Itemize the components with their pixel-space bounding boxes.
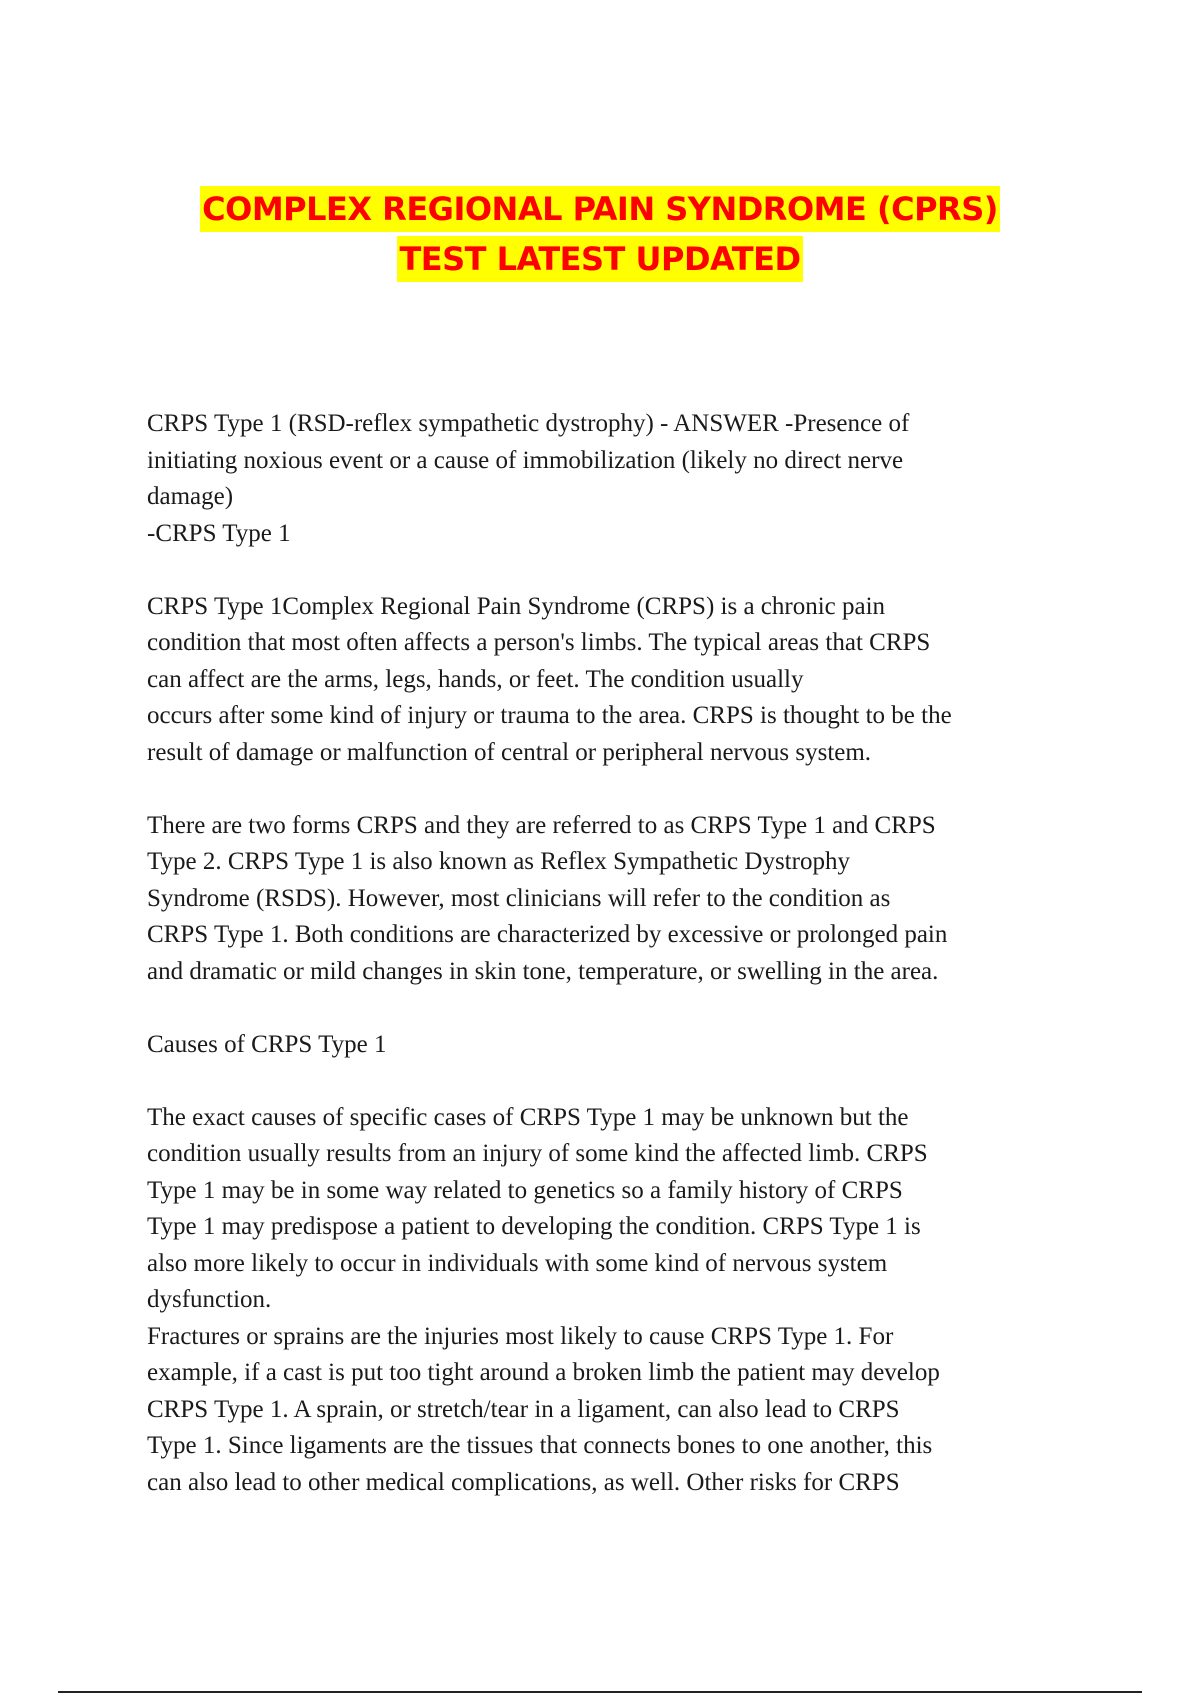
body-line: -CRPS Type 1 — [147, 519, 291, 547]
body-line: can also lead to other medical complications, as well. Other risks for CRPS — [147, 1468, 900, 1496]
body-line: CRPS Type 1. A sprain, or stretch/tear in a ligament, can also lead to CRPS — [147, 1395, 900, 1423]
paragraph-gap — [147, 552, 1067, 589]
document-title — [0, 186, 1200, 286]
paragraph-gap — [147, 990, 1067, 1027]
body-line: CRPS Type 1. Both conditions are characterized by excessive or prolonged pain — [147, 921, 948, 948]
body-line: also more likely to occur in individuals with some kind of nervous system — [147, 1249, 888, 1277]
paragraph-gap — [147, 771, 1067, 808]
body-line: CRPS Type 1Complex Regional Pain Syndrome (CRPS) is a chronic pain — [147, 592, 886, 620]
body-line: damage) — [147, 483, 234, 510]
title-line-2: TEST LATEST UPDATED — [397, 236, 802, 282]
body-line: and dramatic or mild changes in skin tone, temperature, or swelling in the area. — [147, 957, 939, 985]
body-line: CRPS Type 1 (RSD-reflex sympathetic dystrophy) - ANSWER -Presence of — [147, 410, 910, 437]
body-line: dysfunction. — [147, 1286, 272, 1313]
body-line: initiating noxious event or a cause of immobilization (likely no direct nerve — [147, 446, 904, 474]
body-line: Fractures or sprains are the injuries most likely to cause CRPS Type 1. For — [147, 1322, 894, 1350]
document-body — [147, 406, 1067, 1501]
page-bottom-rule — [58, 1691, 1142, 1693]
body-line: Type 1. Since ligaments are the tissues that connects bones to one another, this — [147, 1432, 933, 1459]
section-heading: Causes of CRPS Type 1 — [147, 1030, 387, 1058]
body-line: Syndrome (RSDS). However, most clinicians will refer to the condition as — [147, 884, 891, 912]
title-line-1: COMPLEX REGIONAL PAIN SYNDROME (CPRS) — [200, 186, 1000, 232]
body-line: There are two forms CRPS and they are referred to as CRPS Type 1 and CRPS — [147, 811, 936, 839]
body-line: Type 2. CRPS Type 1 is also known as Reflex Sympathetic Dystrophy — [147, 848, 850, 875]
body-line: example, if a cast is put too tight around a broken limb the patient may develop — [147, 1359, 940, 1386]
body-line: condition that most often affects a person's limbs. The typical areas that CRPS — [147, 629, 931, 656]
body-line: can affect are the arms, legs, hands, or feet. The condition usually — [147, 665, 804, 693]
body-line: condition usually results from an injury of some kind the affected limb. CRPS — [147, 1140, 928, 1167]
paragraph-gap — [147, 1063, 1067, 1100]
body-line: Type 1 may be in some way related to genetics so a family history of CRPS — [147, 1176, 903, 1204]
body-line: result of damage or malfunction of central or peripheral nervous system. — [147, 738, 872, 766]
body-line: occurs after some kind of injury or trauma to the area. CRPS is thought to be the — [147, 702, 952, 729]
body-line: Type 1 may predispose a patient to developing the condition. CRPS Type 1 is — [147, 1213, 921, 1240]
body-line: The exact causes of specific cases of CRPS Type 1 may be unknown but the — [147, 1103, 909, 1131]
